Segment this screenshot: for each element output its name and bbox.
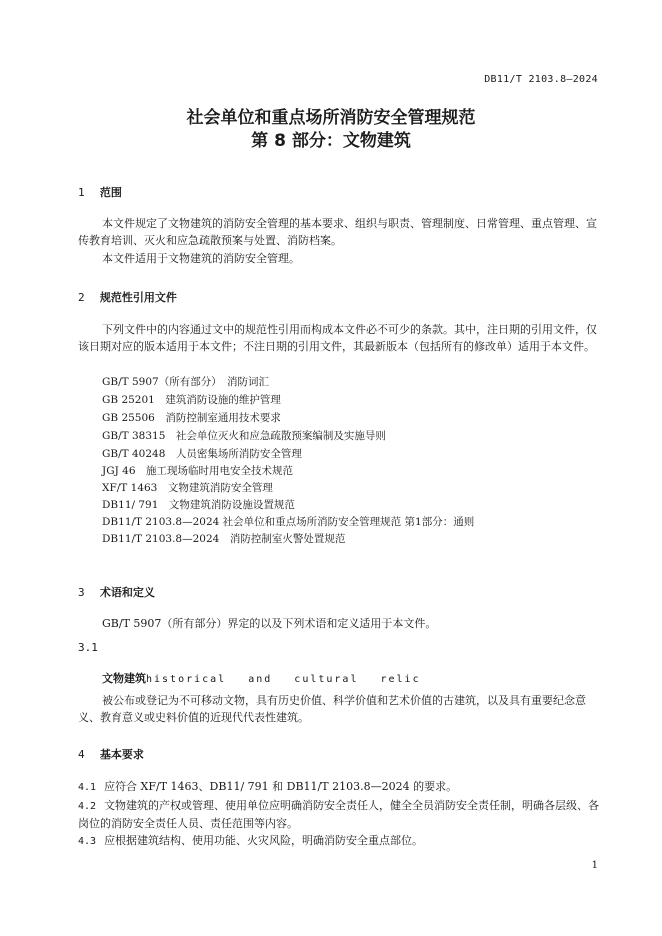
clause-4-1: [78, 778, 600, 796]
section-number: 2: [78, 291, 85, 304]
references-intro: 下列文件中的内容通过文中的规范性引用而构成本文件必不可少的条款。其中，注日期的引用文件，仅该日期对应的版本适用于本文件；不注日期的引用文件，其最新版本（包括所有的修改单）适用于本文件。: [78, 323, 597, 353]
document-title-line2: 第 8 部分：文物建筑: [251, 131, 411, 151]
clause-4-3: [78, 832, 600, 850]
clause-text: 应根据建筑结构、使用功能、火灾风险，明确消防安全重点部位。: [104, 834, 424, 847]
clause-4-2: [78, 797, 600, 832]
section-heading-basic-requirements: [78, 746, 144, 762]
reference-item: XF/T 1463 文物建筑消防安全管理: [102, 482, 273, 494]
term-entry: [102, 670, 421, 686]
reference-item: DB11/T 2103.8—2024 社会单位和重点场所消防安全管理规范 第1部分：通则: [102, 516, 475, 528]
scope-paragraph-2: 本文件适用于文物建筑的消防安全管理。: [102, 252, 300, 265]
terms-intro: GB/T 5907（所有部分）界定的以及下列术语和定义适用于本文件。: [102, 617, 437, 630]
term-definition: 被公布或登记为不可移动文物，具有历史价值、科学价值和艺术价值的古建筑，以及具有重要纪念意义、教育意义或史料价值的近现代代表性建筑。: [78, 694, 586, 724]
reference-item: GB 25201 建筑消防设施的维护管理: [102, 394, 281, 406]
section-heading-scope: [78, 184, 122, 200]
reference-item: GB/T 38315 社会单位灭火和应急疏散预案编制及实施导则: [102, 430, 386, 442]
scope-paragraph-1: 本文件规定了文物建筑的消防安全管理的基本要求、组织与职责、管理制度、日常管理、重点管理、宣传教育培训、灭火和应急疏散预案与处置、消防档案。: [78, 217, 597, 247]
page-number: 1: [591, 860, 598, 871]
clause-text: 文物建筑的产权或管理、使用单位应明确消防安全责任人，健全全员消防安全责任制，明确各层级、各岗位的消防安全责任人员、责任范围等内容。: [78, 799, 600, 830]
reference-item: DB11/ 791 文物建筑消防设施设置规范: [102, 499, 295, 511]
section-heading-terms: [78, 584, 155, 600]
section-number: 1: [78, 186, 85, 199]
term-chinese: 文物建筑: [102, 672, 146, 685]
section-number: 3: [78, 586, 85, 599]
section-title: 规范性引用文件: [99, 291, 177, 304]
section-title: 术语和定义: [99, 586, 155, 599]
section-title: 基本要求: [99, 748, 144, 761]
section-heading-normative-references: [78, 289, 177, 305]
clause-number: 4.3: [78, 836, 97, 847]
clause-number: 4.1: [78, 782, 97, 793]
section-number: 4: [78, 748, 85, 761]
reference-item: JGJ 46 施工现场临时用电安全技术规范: [102, 465, 294, 477]
term-english: historical and cultural relic: [146, 674, 421, 685]
reference-item: GB/T 5907（所有部分） 消防词汇: [102, 376, 269, 388]
document-code: DB11/T 2103.8—2024: [484, 74, 598, 85]
reference-item: GB/T 40248 人员密集场所消防安全管理: [102, 448, 302, 460]
clause-number: 4.2: [78, 801, 97, 812]
document-title-line1: 社会单位和重点场所消防安全管理规范: [186, 108, 476, 128]
reference-item: GB 25506 消防控制室通用技术要求: [102, 412, 281, 424]
term-number: 3.1: [78, 641, 98, 654]
section-title: 范围: [99, 186, 122, 199]
reference-item: DB11/T 2103.8—2024 消防控制室火警处置规范: [102, 533, 346, 545]
clause-text: 应符合 XF/T 1463、DB11/ 791 和 DB11/T 2103.8—2024 的要求。: [104, 780, 458, 793]
